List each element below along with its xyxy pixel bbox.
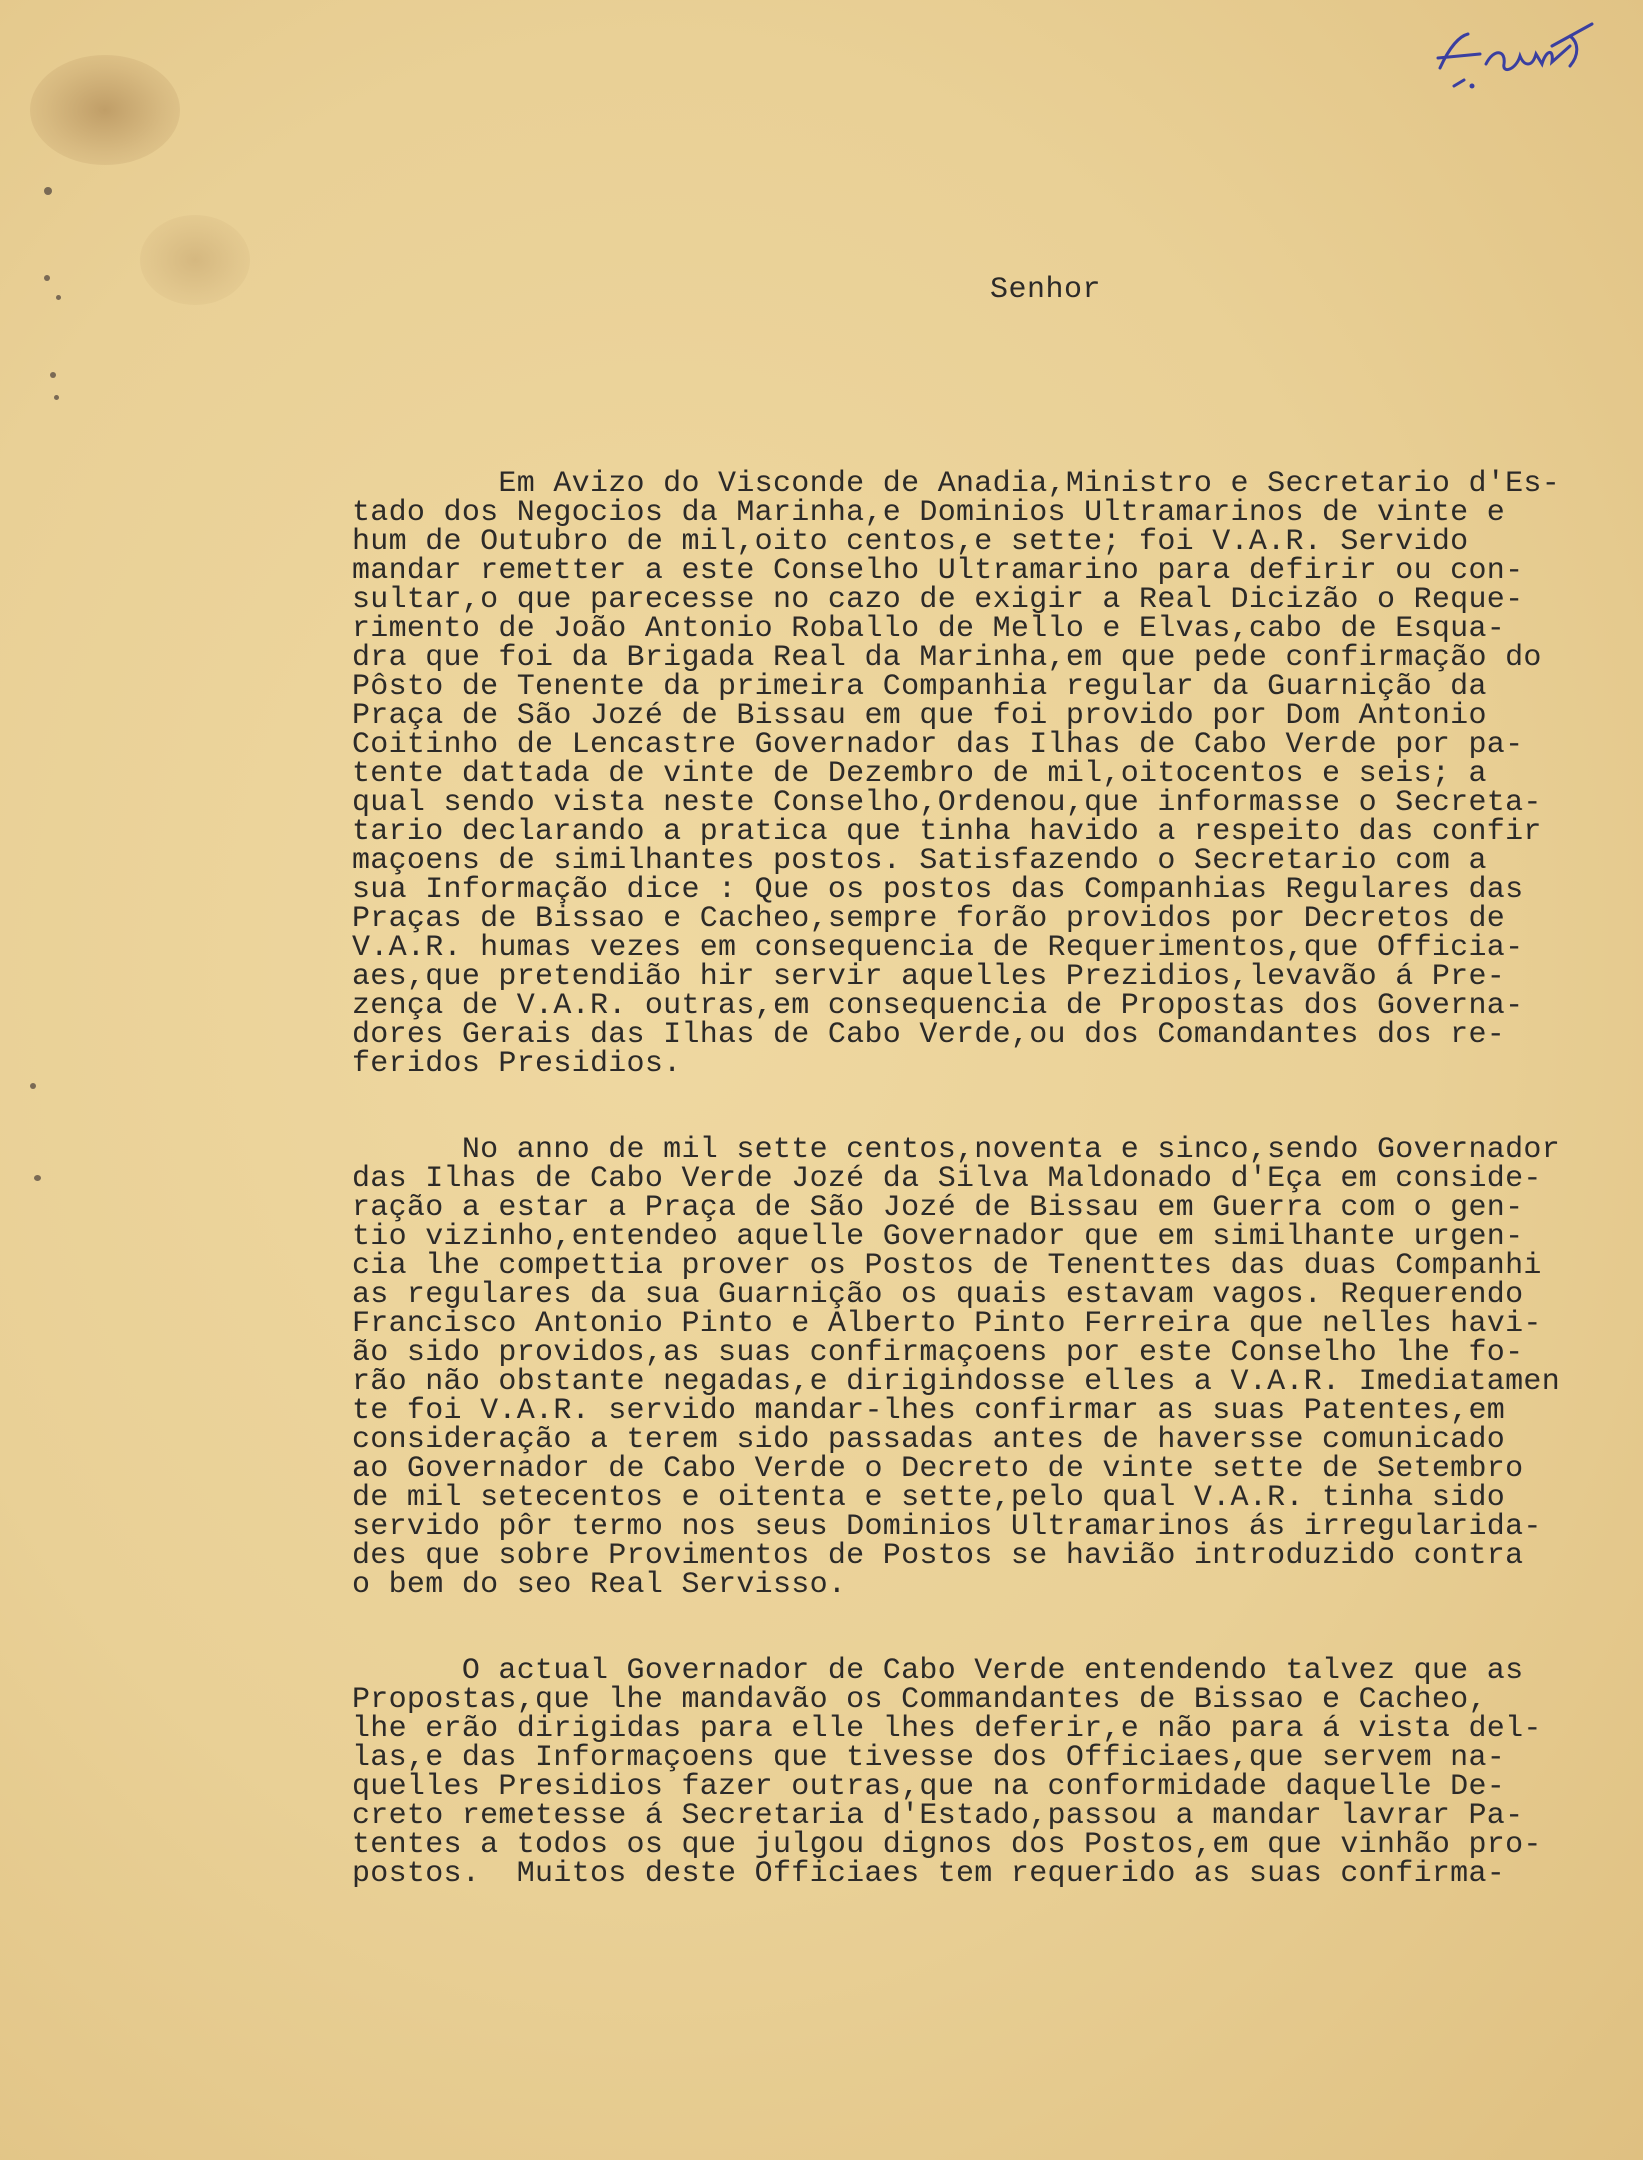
paragraph-2 [352, 1133, 1642, 1602]
text-line: tado dos Negocios da Marinha,e Dominios Ultramarinos de vinte e [352, 496, 1506, 530]
text-line: Pôsto de Tenente da primeira Companhia regular da Guarnição da [352, 670, 1487, 704]
text-line: postos. Muitos deste Officiaes tem requerido as suas confirma- [352, 1857, 1506, 1891]
text-line: No anno de mil sette centos,noventa e sinco,sendo Governador [352, 1133, 1560, 1167]
text-line: o bem do seo Real Servisso. [352, 1568, 847, 1602]
punch-hole [50, 372, 56, 378]
text-line: rão não obstante negadas,e dirigindosse elles a V.A.R. Imediatamen [352, 1365, 1560, 1399]
text-line: zença de V.A.R. outras,em consequencia de Propostas dos Governa- [352, 989, 1524, 1023]
text-line: Francisco Antonio Pinto e Alberto Pinto Ferreira que nelles havi- [352, 1307, 1542, 1341]
text-line: sua Informação dice : Que os postos das Companhias Regulares das [352, 873, 1524, 907]
text-line: tente dattada de vinte de Dezembro de mil,oitocentos e seis; a [352, 757, 1487, 791]
text-line: O actual Governador de Cabo Verde entendendo talvez que as [352, 1654, 1524, 1688]
paragraph-gap [352, 1079, 1642, 1136]
text-line: maçoens de similhantes postos. Satisfazendo o Secretario com a [352, 844, 1487, 878]
handwritten-signature [1420, 6, 1600, 106]
text-line: quelles Presidios fazer outras,que na conformidade daquelle De- [352, 1770, 1506, 1804]
text-line: qual sendo vista neste Conselho,Ordenou,que informasse o Secreta- [352, 786, 1542, 820]
punch-hole [30, 1083, 36, 1089]
text-line: lhe erão dirigidas para elle lhes deferir,e não para á vista del- [352, 1712, 1542, 1746]
text-line: sultar,o que parecesse no cazo de exigir a Real Dicizão o Reque- [352, 583, 1524, 617]
text-line: Propostas,que lhe mandavão os Commandantes de Bissao e Cacheo, [352, 1683, 1487, 1717]
text-line: Praça de São Jozé de Bissau em que foi provido por Dom Antonio [352, 699, 1487, 733]
text-line: creto remetesse á Secretaria d'Estado,passou a mandar lavrar Pa- [352, 1799, 1524, 1833]
paper-stain [30, 55, 180, 165]
text-line: ração a estar a Praça de São Jozé de Bissau em Guerra com o gen- [352, 1191, 1524, 1225]
paper-stain [140, 215, 250, 305]
text-line: tio vizinho,entendeo aquelle Governador que em similhante urgen- [352, 1220, 1524, 1254]
punch-hole [44, 187, 52, 195]
text-line: des que sobre Provimentos de Postos se havião introduzido contra [352, 1539, 1524, 1573]
text-line: mandar remetter a este Conselho Ultramarino para defirir ou con- [352, 554, 1524, 588]
paragraph-gap [352, 1600, 1642, 1657]
text-line: Em Avizo do Visconde de Anadia,Ministro e Secretario d'Es- [352, 467, 1560, 501]
text-line: tario declarando a pratica que tinha havido a respeito das confir [352, 815, 1542, 849]
text-line: servido pôr termo nos seus Dominios Ultramarinos ás irregularida- [352, 1510, 1542, 1544]
paragraph-3 [352, 1654, 1642, 1891]
text-line: Coitinho de Lencastre Governador das Ilhas de Cabo Verde por pa- [352, 728, 1524, 762]
text-line: tentes a todos os que julgou dignos dos Postos,em que vinhão pro- [352, 1828, 1542, 1862]
punch-hole [56, 295, 61, 300]
salutation-heading: Senhor [990, 273, 1102, 307]
text-line: rimento de João Antonio Roballo de Mello e Elvas,cabo de Esqua- [352, 612, 1506, 646]
punch-hole [54, 395, 59, 400]
text-line: consideração a terem sido passadas antes de haversse comunicado [352, 1423, 1506, 1457]
document-body [352, 467, 1642, 1891]
text-line: las,e das Informaçoens que tivesse dos Officiaes,que servem na- [352, 1741, 1506, 1775]
text-line: Praças de Bissao e Cacheo,sempre forão providos por Decretos de [352, 902, 1506, 936]
text-line: ão sido providos,as suas confirmaçoens por este Conselho lhe fo- [352, 1336, 1524, 1370]
text-line: dra que foi da Brigada Real da Marinha,em que pede confirmação do [352, 641, 1542, 675]
text-line: das Ilhas de Cabo Verde Jozé da Silva Maldonado d'Eça em conside- [352, 1162, 1542, 1196]
punch-hole [44, 275, 50, 281]
text-line: hum de Outubro de mil,oito centos,e sette; foi V.A.R. Servido [352, 525, 1469, 559]
text-line: dores Gerais das Ilhas de Cabo Verde,ou dos Comandantes dos re- [352, 1018, 1506, 1052]
text-line: te foi V.A.R. servido mandar-lhes confirmar as suas Patentes,em [352, 1394, 1506, 1428]
text-line: cia lhe compettia prover os Postos de Tenenttes das duas Companhi [352, 1249, 1542, 1283]
text-line: de mil setecentos e oitenta e sette,pelo qual V.A.R. tinha sido [352, 1481, 1506, 1515]
text-line: V.A.R. humas vezes em consequencia de Requerimentos,que Officia- [352, 931, 1524, 965]
text-line: as regulares da sua Guarnição os quais estavam vagos. Requerendo [352, 1278, 1524, 1312]
text-line: aes,que pretendião hir servir aquelles Prezidios,levavão á Pre- [352, 960, 1506, 994]
paragraph-1 [352, 467, 1642, 1081]
text-line: feridos Presidios. [352, 1047, 682, 1081]
text-line: ao Governador de Cabo Verde o Decreto de vinte sette de Setembro [352, 1452, 1524, 1486]
punch-hole [34, 1175, 41, 1181]
